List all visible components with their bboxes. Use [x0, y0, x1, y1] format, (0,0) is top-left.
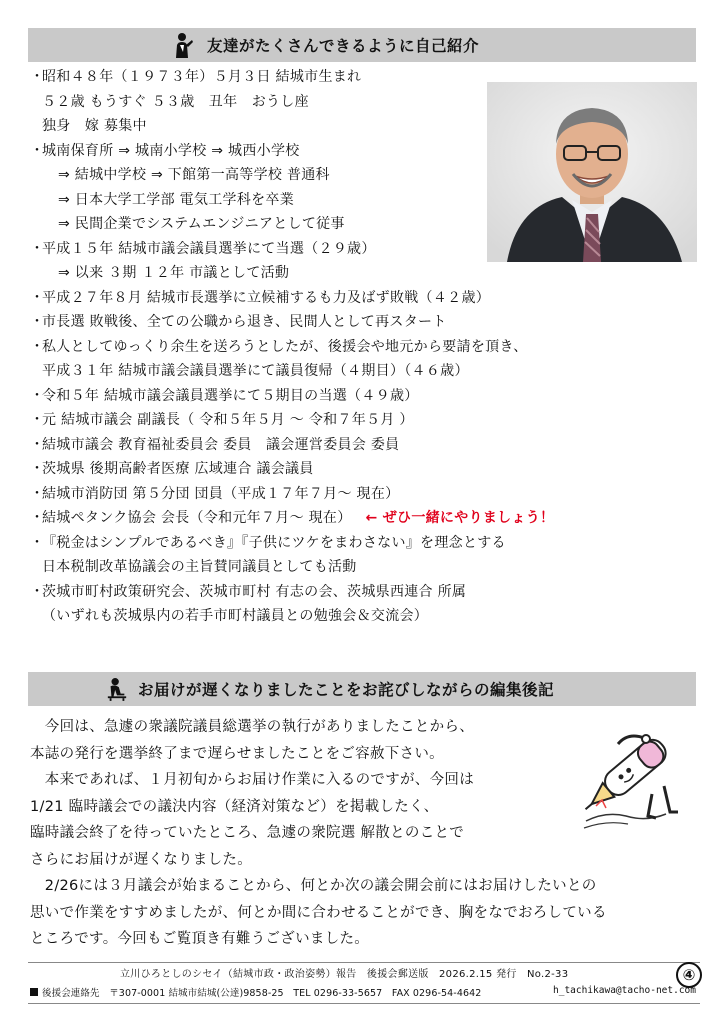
paragraph-line: 臨時議会終了を待っていたところ、急遽の衆院選 解散とのことで — [30, 825, 465, 841]
paragraph-line: 今回は、急遽の衆議院議員総選挙の執行がありましたことから、 — [30, 719, 474, 735]
list-item: ・結城ペタンク協会 会長（令和元年７月～ 現在） ← ぜひ一緒にやりましょう！ — [30, 510, 555, 526]
publication-info: 立川ひろとしのシセイ（結城市政・政治姿勢）報告 後援会郵送版 2026.2.15 発行 No.2-33 — [120, 969, 569, 980]
list-item: 平成３１年 結城市議会議員選挙にて議員復帰（４期目）（４６歳） — [42, 363, 469, 379]
email-address[interactable]: h_tachikawa@tacho-net.com — [553, 985, 696, 996]
list-item: ・茨城県 後期高齢者医療 広域連合 議会議員 — [30, 461, 314, 477]
list-item: （いずれも茨城県内の若手市町村議員との勉強会＆交流会） — [42, 608, 429, 624]
paragraph-line: 本来であれば、１月初旬からお届け作業に入るのですが、今回は — [30, 772, 474, 788]
list-item: ・市長選 敗戦後、全ての公職から退き、民間人として再スタート — [30, 314, 447, 330]
list-item: ⇒ 結城中学校 ⇒ 下館第一高等学校 普通科 — [58, 167, 330, 183]
list-item: ・城南保育所 ⇒ 城南小学校 ⇒ 城西小学校 — [30, 142, 300, 159]
list-item: ５２歳 もうすぐ ５３歳 丑年 おうし座 — [42, 93, 309, 110]
square-bullet-icon — [30, 988, 38, 996]
list-item: ・昭和４８年（１９７３年）５月３日 結城市生まれ — [30, 69, 362, 85]
list-item: ・『税金はシンプルであるべき』『子供にツケをまわさない』を理念とする — [30, 534, 506, 551]
list-item: ・茨城市町村政策研究会、茨城市町村 有志の会、茨城県西連合 所属 — [30, 583, 467, 600]
paragraph-line: ところです。今回もご覧頂き有難うございました。 — [30, 931, 370, 947]
pen-character-illustration — [566, 716, 696, 844]
list-item: ・結城市消防団 第５分団 団員（平成１７年７月～ 現在） — [30, 485, 400, 502]
section-title: お届けが遅くなりましたことをお詫びしながらの編集後記 — [138, 681, 555, 699]
list-item: 独身 嫁 募集中 — [42, 118, 147, 134]
list-item: ・私人としてゆっくり余生を送ろうとしたが、後援会や地元から要請を頂き、 — [30, 338, 528, 355]
paragraph-line: 1/21 臨時議会での議決内容（経済対策など）を掲載したく、 — [30, 798, 439, 815]
list-item: ⇒ 以来 ３期 １２年 市議として活動 — [58, 265, 290, 281]
page-number: ④ — [676, 962, 702, 988]
paragraph-line: 2/26には３月議会が始まることから、何とか次の議会開会前にはお届けしたいとの — [30, 878, 597, 894]
section-title: 友達がたくさんできるように自己紹介 — [207, 37, 480, 55]
section-header-afterword — [28, 672, 696, 706]
section-header-self-intro — [28, 28, 696, 62]
list-item: ・平成１５年 結城市議会議員選挙にて当選（２９歳） — [30, 240, 376, 257]
profile-list — [30, 65, 710, 629]
list-item: 日本税制改革協議会の主旨賛同議員としても活動 — [42, 559, 357, 575]
petanque-callout: ← ぜひ一緒にやりましょう！ — [365, 510, 555, 526]
writing-person-icon — [106, 676, 128, 702]
thinking-person-icon — [173, 32, 195, 58]
list-item: ⇒ 民間企業でシステムエンジニアとして従事 — [58, 216, 345, 232]
list-item: ⇒ 日本大学工学部 電気工学科を卒業 — [58, 191, 295, 208]
list-item: ・元 結城市議会 副議長（ 令和５年５月 ～ 令和７年５月 ） — [30, 412, 414, 428]
contact-info: 後援会連絡先 〒307-0001 結城市結城(公達)9858-25 TEL 0296-33-5657 FAX 0296-54-4642 — [30, 985, 481, 999]
paragraph-line: 本誌の発行を選挙終了まで遅らせましたことをご容赦下さい。 — [30, 745, 444, 762]
paragraph-line: 思いで作業をすすめましたが、何とか間に合わせることができ、胸をなでおろしている — [30, 904, 607, 921]
list-item: ・平成２７年８月 結城市長選挙に立候補するも力及ばず敗戦（４２歳） — [30, 289, 491, 306]
list-item: ・結城市議会 教育福祉委員会 委員 議会運営委員会 委員 — [30, 436, 400, 453]
footer — [28, 962, 700, 1004]
paragraph-line: さらにお届けが遅くなりました。 — [30, 851, 252, 868]
list-item: ・令和５年 結城市議会議員選挙にて５期目の当選（４９歳） — [30, 387, 419, 404]
